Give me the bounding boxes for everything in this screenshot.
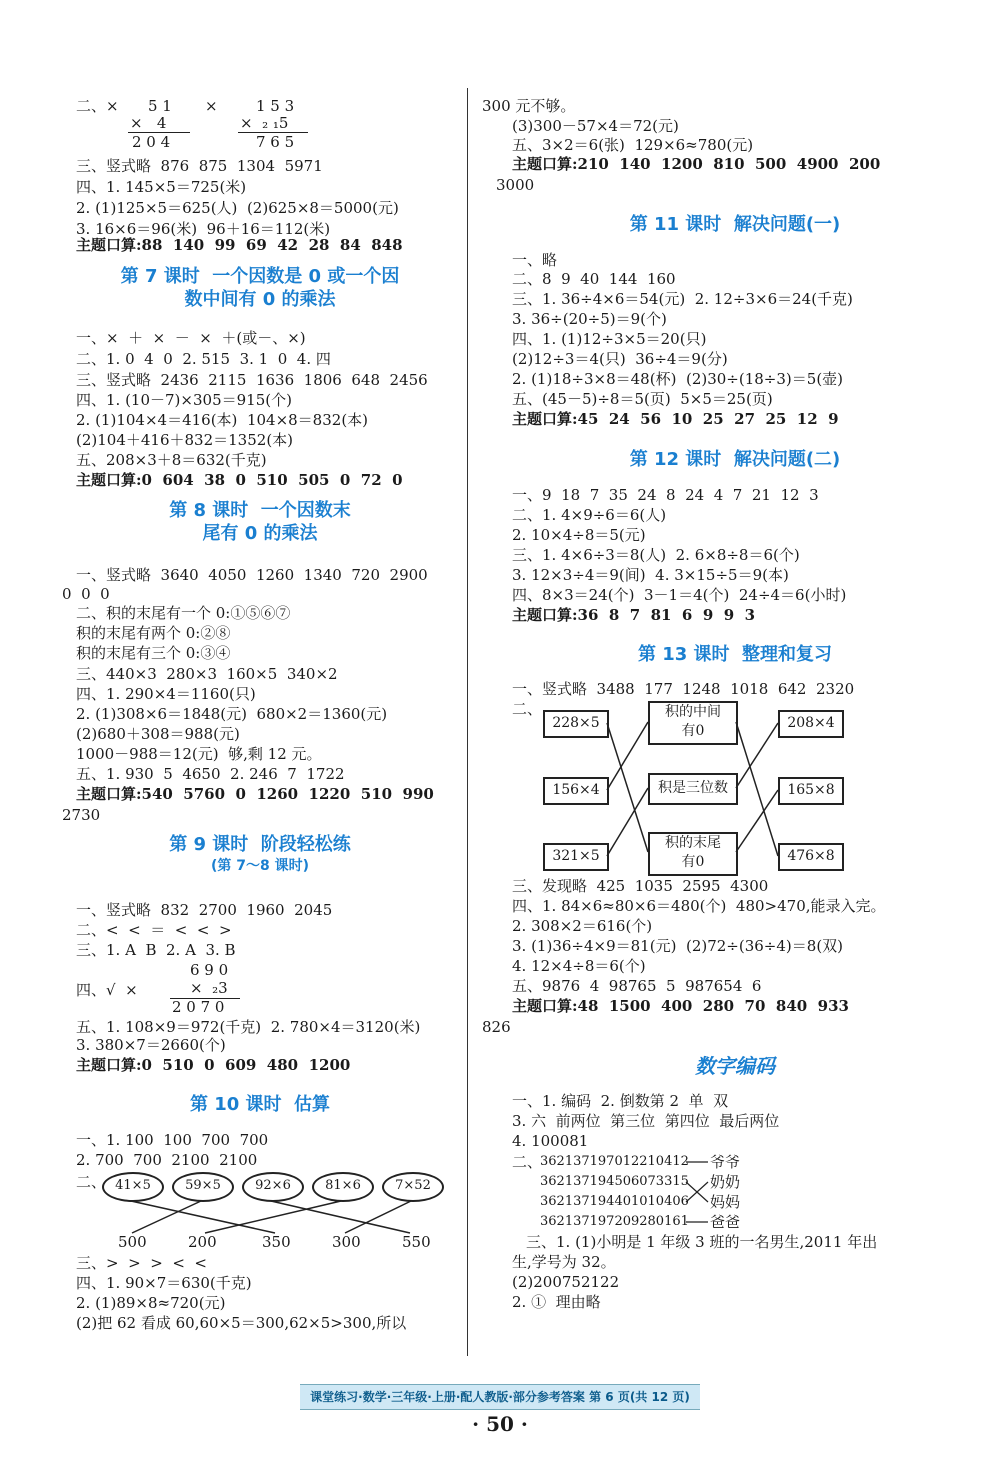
answer-line: 三、1. 36÷4×6＝54(元) 2. 12÷3×6＝24(千克) (512, 290, 853, 308)
answer-line: 2. 308×2＝616(个) (512, 917, 653, 935)
relation-label: 爷爷 (710, 1153, 741, 1171)
answer-line: 826 (482, 1018, 511, 1036)
answer-line: 3. 六 前两位 第三位 第四位 最后两位 (512, 1112, 780, 1130)
answer-line: 四、1. 145×5＝725(米) (76, 178, 247, 196)
answer-line: 300 元不够。 (482, 97, 576, 115)
answer-line: 积的末尾有三个 0:③④ (76, 644, 231, 662)
answer-line: 二、× (76, 97, 119, 115)
section-heading: 第 11 课时 解决问题(一) (629, 214, 841, 235)
calc-op: × ₂ ₁5 (240, 114, 289, 132)
answer-line: 二、1. 0 4 0 2. 515 3. 1 0 4. 四 (76, 350, 331, 368)
calc-top: 1 5 3 (256, 97, 295, 115)
section-heading: 数字编码 (695, 1054, 775, 1078)
calc-result: 2 0 4 (132, 133, 171, 151)
answer-line: 四、1. (1)12÷3×5＝20(只) (512, 330, 707, 348)
answer-line: 二、 (512, 700, 543, 718)
answer-line: 主题口算:0 510 0 609 480 1200 (76, 1056, 351, 1074)
answer-line: (2)104＋416＋832＝1352(本) (76, 431, 294, 449)
match-line (205, 1201, 341, 1233)
page-footer: 课堂练习·数学·三年级·上册·配人教版·部分参考答案 第 6 页(共 12 页) (300, 1384, 700, 1410)
answer-line: (2)把 62 看成 60,60×5＝300,62×5>300,所以 (76, 1314, 407, 1332)
answer-line: 3. 16×6＝96(米) 96＋16＝112(米) (76, 220, 331, 238)
answer-line: 2. (1)104×4＝416(本) 104×8＝832(本) (76, 411, 369, 429)
answer-line: 四、8×3＝24(个) 3－1＝4(个) 24÷4＝6(小时) (512, 586, 847, 604)
estimate-oval: 92×6 (242, 1172, 304, 1202)
diagram-left-box: 321×5 (543, 843, 609, 871)
answer-line: 二、< < ＝ < < > (76, 921, 232, 939)
calc-top: 6 9 0 (190, 961, 229, 979)
answer-line: 4. 12×4÷8＝6(个) (512, 957, 646, 975)
answer-line: 2. (1)89×8≈720(元) (76, 1294, 226, 1312)
diagram-left-box: 156×4 (543, 777, 609, 805)
calc-result: 2 0 7 0 (172, 998, 225, 1016)
answer-line: 2730 (62, 806, 101, 824)
match-line (345, 1201, 411, 1233)
section-subheading: (第 7～8 课时) (210, 858, 310, 874)
answer-line: 2. (1)18÷3×8＝48(杯) (2)30÷(18÷3)＝5(壶) (512, 370, 844, 388)
answer-line: 一、竖式略 3488 177 1248 1018 642 2320 (512, 680, 855, 698)
answer-line: 3. 380×7＝2660(个) (76, 1036, 226, 1054)
answer-line: 主题口算:48 1500 400 280 70 840 933 (512, 997, 849, 1015)
answer-line: 2. 10×4÷8＝5(元) (512, 526, 646, 544)
estimate-value: 500 (118, 1233, 147, 1251)
answer-line: 一、9 18 7 35 24 8 24 4 7 21 12 3 (512, 486, 819, 504)
answer-line: 五、1. 930 5 4650 2. 246 7 1722 (76, 765, 345, 783)
answer-line: 五、3×2＝6(张) 129×6≈780(元) (512, 136, 754, 154)
answer-line: 四、1. (10－7)×305＝915(个) (76, 391, 292, 409)
diagram-right-box: 476×8 (778, 843, 844, 871)
answer-line: 主题口算:210 140 1200 810 500 4900 200 (512, 155, 881, 173)
answer-line: 二、积的末尾有一个 0:①⑤⑥⑦ (76, 604, 291, 622)
answer-line: 四、1. 90×7＝630(千克) (76, 1274, 252, 1292)
answer-line: (3)300－57×4＝72(元) (512, 117, 679, 135)
answer-line: 2. (1)308×6＝1848(元) 680×2＝1360(元) (76, 705, 388, 723)
diagram-right-box: 208×4 (778, 710, 844, 738)
diagram-mid-box: 积的中间 有0 (648, 701, 738, 745)
answer-line: 二、8 9 40 144 160 (512, 270, 676, 288)
answer-line: 五、1. 108×9＝972(千克) 2. 780×4＝3120(米) (76, 1018, 421, 1036)
calc-op: × ₂3 (190, 979, 228, 997)
calc-top: 5 1 (148, 97, 172, 115)
section-heading: 第 9 课时 阶段轻松练 (169, 834, 351, 855)
match-line (131, 1201, 275, 1233)
answer-line: 三、竖式略 876 875 1304 5971 (76, 157, 323, 175)
answer-line: 一、1. 编码 2. 倒数第 2 单 双 (512, 1092, 729, 1110)
diagram-mid-box: 积是三位数 (648, 773, 738, 805)
estimate-value: 350 (262, 1233, 291, 1251)
section-heading: 第 8 课时 一个因数末 (169, 500, 351, 521)
answer-line: 一、略 (512, 251, 558, 269)
relation-label: 爸爸 (710, 1213, 741, 1231)
answer-line: 积的末尾有两个 0:②⑧ (76, 624, 231, 642)
section-heading: 第 13 课时 整理和复习 (637, 644, 833, 665)
answer-line: 五、9876 4 98765 5 987654 6 (512, 977, 762, 995)
section-heading: 尾有 0 的乘法 (202, 523, 318, 544)
estimate-oval: 59×5 (172, 1172, 234, 1202)
answer-line: 主题口算:88 140 99 69 42 28 84 848 (76, 236, 403, 254)
id-number: 362137194401010406 (540, 1194, 689, 1209)
id-number: 362137197209280161 (540, 1214, 689, 1229)
answer-line: 二、1. 4×9÷6＝6(人) (512, 506, 667, 524)
match-line (132, 1201, 201, 1233)
answer-line: 一、× ＋ × － × ＋(或－、×) (76, 329, 306, 347)
diagram-left-box: 228×5 (543, 710, 609, 738)
calc-result: 7 6 5 (256, 133, 295, 151)
estimate-match-lines (0, 0, 468, 1457)
answer-line: 2. (1)125×5＝625(人) (2)625×8＝5000(元) (76, 199, 399, 217)
answer-line: (2)12÷3＝4(只) 36÷4＝9(分) (512, 350, 728, 368)
calc-op: × 4 (130, 114, 167, 132)
answer-line: 三、1. 4×6÷3＝8(人) 2. 6×8÷8＝6(个) (512, 546, 800, 564)
answer-line: 主题口算:540 5760 0 1260 1220 510 990 (76, 785, 434, 803)
calc-times: × (205, 97, 218, 115)
answer-line: 3000 (496, 176, 535, 194)
estimate-value: 550 (402, 1233, 431, 1251)
answer-line: 1000－988＝12(元) 够,剩 12 元。 (76, 745, 322, 763)
diagram-mid-box: 积的末尾 有0 (648, 832, 738, 876)
answer-line: 3. 36÷(20÷5)＝9(个) (512, 310, 667, 328)
answer-line: 二、 (76, 1173, 107, 1191)
answer-line: 主题口算:36 8 7 81 6 9 9 3 (512, 606, 756, 624)
answer-line: 主题口算:45 24 56 10 25 27 25 12 9 (512, 410, 839, 428)
answer-line: 2. 700 700 2100 2100 (76, 1151, 258, 1169)
estimate-oval: 7×52 (382, 1172, 444, 1202)
answer-line: (2)200752122 (512, 1273, 620, 1291)
estimate-oval: 81×6 (312, 1172, 374, 1202)
section-heading: 第 10 课时 估算 (189, 1094, 331, 1115)
answer-line: 三、1. A B 2. A 3. B (76, 941, 236, 959)
answer-line: 4. 100081 (512, 1132, 589, 1150)
relation-label: 妈妈 (710, 1193, 741, 1211)
answer-line: 一、竖式略 3640 4050 1260 1340 720 2900 (76, 566, 428, 584)
answer-line: 三、1. (1)小明是 1 年级 3 班的一名男生,2011 年出 (526, 1233, 878, 1251)
section-heading: 第 12 课时 解决问题(二) (629, 449, 841, 470)
estimate-oval: 41×5 (102, 1172, 164, 1202)
page-number: · 50 · (472, 1412, 528, 1436)
answer-line: 四、√ × (76, 981, 138, 999)
answer-line: 二、 (512, 1153, 543, 1171)
answer-line: 生,学号为 32。 (512, 1253, 616, 1271)
answer-line: (2)680＋308＝988(元) (76, 725, 240, 743)
answer-line: 主题口算:0 604 38 0 510 505 0 72 0 (76, 471, 403, 489)
answer-line: 四、1. 290×4＝1160(只) (76, 685, 256, 703)
answer-line: 3. (1)36÷4×9＝81(元) (2)72÷(36÷4)＝8(双) (512, 937, 844, 955)
answer-line: 一、1. 100 100 700 700 (76, 1131, 269, 1149)
answer-line: 0 0 0 (62, 585, 110, 603)
answer-line: 三、> > > < < (76, 1254, 207, 1272)
answer-line: 五、(45－5)÷8＝5(页) 5×5＝25(页) (512, 390, 773, 408)
estimate-value: 200 (188, 1233, 217, 1251)
answer-line: 三、440×3 280×3 160×5 340×2 (76, 665, 338, 683)
answer-line: 三、发现略 425 1035 2595 4300 (512, 877, 769, 895)
answer-line: 2. ① 理由略 (512, 1293, 601, 1311)
relation-label: 奶奶 (710, 1173, 741, 1191)
id-number: 362137197012210412 (540, 1154, 689, 1169)
answer-line: 三、竖式略 2436 2115 1636 1806 648 2456 (76, 371, 428, 389)
answer-line: 一、竖式略 832 2700 1960 2045 (76, 901, 333, 919)
answer-line: 四、1. 84×6≈80×6＝480(个) 480>470,能录入完。 (512, 897, 886, 915)
section-heading: 第 7 课时 一个因数是 0 或一个因 (120, 266, 400, 287)
answer-line: 3. 12×3÷4＝9(间) 4. 3×15÷5＝9(本) (512, 566, 789, 584)
estimate-value: 300 (332, 1233, 361, 1251)
match-line (271, 1201, 410, 1233)
answer-line: 五、208×3＋8＝632(千克) (76, 451, 267, 469)
section-heading: 数中间有 0 的乘法 (184, 289, 336, 310)
diagram-right-box: 165×8 (778, 777, 844, 805)
id-number: 362137194506073315 (540, 1174, 689, 1189)
